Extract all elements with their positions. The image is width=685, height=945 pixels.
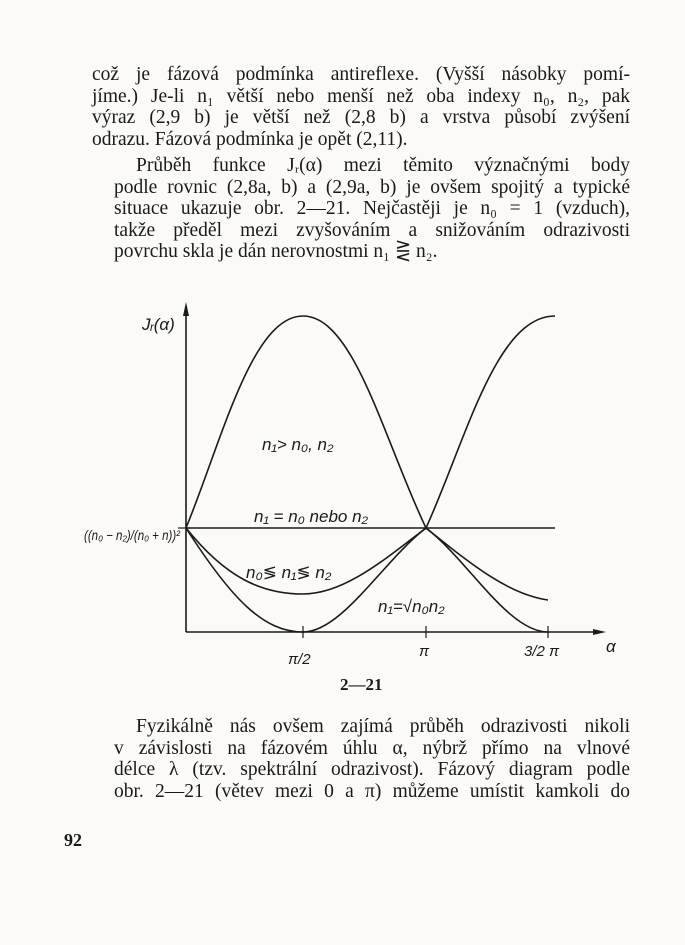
x-tick-label-pi-half: π/2	[288, 651, 311, 668]
y-axis-arrow	[183, 302, 189, 316]
curve-low	[186, 528, 548, 632]
figure-caption: 2—21	[340, 675, 383, 694]
curve-high	[186, 316, 555, 528]
paragraph-3	[92, 716, 630, 802]
paragraph-1	[92, 64, 630, 150]
y-axis-label: Jᵣ(α)	[142, 315, 175, 334]
text-line: délce λ (tzv. spektrální odrazivost). Fázový diagram podle	[114, 759, 630, 780]
curve-label-middle: n₀≶ n₁≶ n₂	[246, 563, 332, 582]
text-line: takže předěl mezi zvyšováním a snižováním odrazivosti	[114, 219, 630, 241]
curve-label-high: n₁> n₀, n₂	[262, 435, 334, 454]
curve-label-constant: n₁ = n₀ nebo n₂	[254, 507, 369, 526]
text-line: Fyzikálně nás ovšem zajímá průběh odrazivosti nikoli	[136, 716, 630, 737]
x-axis-arrow	[593, 629, 606, 635]
curve-label-low: n₁=√n₀n₂	[378, 597, 445, 616]
x-axis-label: α	[606, 637, 616, 656]
text-line: výraz (2,9 b) je větší než (2,8 b) a vrstva působí zvýšení	[92, 107, 630, 128]
text-line: podle rovnic (2,8a, b) a (2,9a, b) je ovšem spojitý a typické	[114, 176, 630, 198]
figure-2-21	[0, 290, 685, 710]
text-line: jíme.) Je-li n₁ větší nebo menší než oba indexy n₀, n₂, pak	[92, 85, 630, 107]
text-line: odrazu. Fázová podmínka je opět (2,11).	[92, 128, 408, 150]
curve-middle	[186, 528, 548, 600]
text-line: povrchu skla je dán nerovnostmi n₁ ⋛ n₂.	[114, 241, 438, 262]
text-line: v závislosti na fázovém úhlu α, nýbrž přímo na vlnové	[114, 737, 630, 759]
text-line: Průběh funkce Jᵣ(α) mezi těmito význačnými body	[136, 155, 630, 176]
paragraph-2	[92, 155, 630, 263]
x-tick-label-pi: π	[419, 643, 430, 660]
page-number: 92	[64, 830, 82, 850]
y-marker-label: ((n₀ − n₂)/(n₀ + n))²	[84, 527, 182, 543]
text-line: což je fázová podmínka antireflexe. (Vyšší násobky pomí-	[92, 64, 630, 85]
text-line: situace ukazuje obr. 2—21. Nejčastěji je n₀ = 1 (vzduch),	[114, 198, 630, 219]
text-line: obr. 2—21 (větev mezi 0 a π) můžeme umístit kamkoli do	[114, 780, 630, 802]
x-tick-label-3pi-half: 3/2 π	[524, 643, 560, 660]
